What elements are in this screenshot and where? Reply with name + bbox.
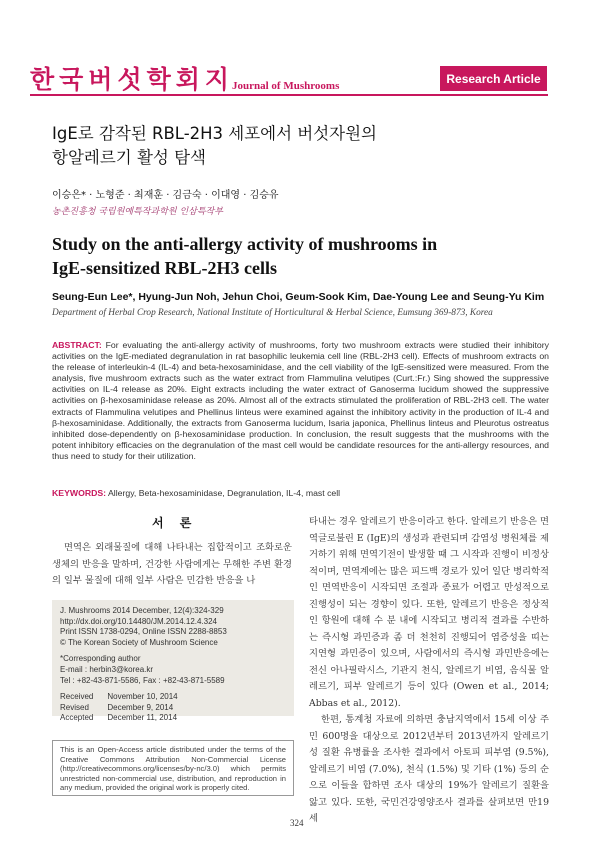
page-number: 324 [290, 818, 304, 828]
keywords-label: KEYWORDS: [52, 488, 107, 498]
date-value: December 9, 2014 [107, 702, 174, 712]
open-access-notice: This is an Open-Access article distributed under the terms of the Creative Commons Attribution Non-Commercial License (http://creativecommons.org/licenses/by-nc/3.0) which permits unrestricted non-commercial use, distribution, and reproduction in any medium, provided the original work is properly cited. [52, 740, 294, 796]
article-type-label: Research Article [446, 71, 541, 86]
citation: J. Mushrooms 2014 December, 12(4):324-329 [60, 606, 224, 615]
keywords-text: Allergy, Beta-hexosaminidase, Degranulation, IL-4, mast cell [108, 488, 341, 498]
title-korean-line2: 항알레르기 활성 탐색 [52, 148, 206, 167]
date-value: December 11, 2014 [107, 713, 178, 723]
abstract-label: ABSTRACT: [52, 340, 102, 350]
date-value: November 10, 2014 [107, 692, 178, 702]
affiliation-english: Department of Herbal Crop Research, National Institute of Horticultural & Herbal Science, Eumsung 369-873, Korea [52, 308, 493, 318]
date-label: Received [60, 692, 94, 702]
email[interactable]: E-mail : herbin3@korea.kr [60, 664, 154, 674]
title-english-line1: Study on the anti-allergy activity of mushrooms in [52, 234, 438, 254]
dates-table [60, 692, 192, 724]
article-info-box [52, 600, 294, 723]
date-label: Accepted [60, 713, 94, 723]
issn: Print ISSN 1738-0294, Online ISSN 2288-8853 [60, 627, 227, 637]
article-type-badge [440, 66, 547, 91]
doi-link[interactable]: http://dx.doi.org/10.14480/JM.2014.12.4.324 [60, 616, 218, 626]
affiliation-korean: 농촌진흥청 국립원예특작과학원 인삼특작부 [52, 207, 223, 217]
authors-english: Seung-Eun Lee*, Hyung-Jun Noh, Jehun Choi, Geum-Sook Kim, Dae-Young Lee and Seung-Yu Kim [52, 291, 545, 303]
abstract-text: For evaluating the anti-allergy activity of mushrooms, forty two mushroom extracts were studied their inhibitory activities on the IgE-mediated degranulation in rat basophilic leukemia cell line (RBL-2H3 cell). Effects of mushroom extracts on the release of interleukin-4 (IL-4) and beta-hexosaminidase, and the cell viability of the IgE-sensitized were measured. From the analysis, five mushroom extracts such as the water extract from Flammulina velutipes (Curt.:Fr.) Sing showed the suppressive activities on IL-4 release as 20%. Eight extracts including the water extract of Ganoserma lucidum showed the suppressive activities on β-hexosaminidase release as 20%. Almost all of the extracts stimulated the proliferation of RBL-2H3 cell. The water extracts of Flammulina velutipes and Phellinus linteus were examined against the inhibitory activity in the production of IL-4 and β-hexosaminidase. Additionally, the extracts from Ganoserma lucidum, Isaria japonica, Phellinus linteus and Pleurotus ostreatus inhibited dose-dependently on β-hexosaminidase production. In conclusion, the result suggests that the mushrooms with the potent inhibitory efficacies on the degranulation of the mast cell would be candidate resources for the anti-allergy resources, and thus need to study for their utilization. [52, 340, 549, 461]
right-paragraph-1: 타내는 경우 알레르기 반응이라고 한다. 알레르기 반응은 면역글로불린 E (IgE)의 생성과 관련되며 감염성 병원체를 제거하기 위해 면역기전이 발생할 때 그 시작과 진행이 비정상적이며, 면역계에는 많은 피드백 경로가 있어 일단 병리학적인 면역반응이 시작되면 조절과 종료가 어렵고 만성적으로 진행성이 되는 경향이 있다. 또한, 알레르기 반응은 정상적인 항원에 대해 수 분 내에 시작되고 병리적 결과를 수반하는 즉시형 과민증과 좀 더 천천히 진행되어 염증성을 띠는 지연형 과민증이 있으며, 사람에서의 즉시형 과민반응에는 전신 아나필락시스, 기관지 천식, 알레르기 비염, 음식물 알레르기, 피부 알레르기 등이 있다 (Owen et al., 2014; Abbas et al., 2012). [309, 516, 549, 709]
title-english [52, 232, 492, 280]
title-korean-line1: IgE로 감작된 RBL-2H3 세포에서 버섯자원의 [52, 124, 377, 143]
abstract [52, 340, 549, 462]
date-row-received [60, 692, 192, 703]
left-paragraph: 면역은 외래물질에 대해 나타내는 집합적이고 조화로운 생체의 반응을 말하며, 건강한 사람에게는 무해한 주변 환경의 일부 물질에 대해 일부 사람은 민감한 반응을 나 [52, 542, 292, 586]
title-korean [52, 122, 472, 170]
authors-korean: 이승은* · 노형준 · 최재훈 · 김금숙 · 이대영 · 김승유 [52, 190, 279, 201]
title-english-line2: IgE-sensitized RBL-2H3 cells [52, 258, 277, 278]
left-column-text [52, 540, 292, 590]
right-column-text [309, 514, 549, 828]
header-divider [30, 94, 548, 96]
keywords [52, 488, 549, 498]
date-row-accepted [60, 713, 192, 724]
date-label: Revised [60, 702, 89, 712]
journal-title-korean: 한국버섯학회지 [30, 65, 235, 94]
section-heading-introduction: 서 론 [152, 516, 198, 530]
copyright: © The Korean Society of Mushroom Science [60, 637, 218, 647]
journal-title-english: Journal of Mushrooms [232, 80, 340, 92]
corresponding-author: *Corresponding author [60, 654, 141, 664]
phone-fax: Tel : +82-43-871-5586, Fax : +82-43-871-5589 [60, 675, 225, 685]
date-row-revised [60, 703, 192, 714]
right-paragraph-2: 한편, 통계청 자료에 의하면 충남지역에서 15세 이상 주민 600명을 대상으로 2012년부터 2013년까지 알레르기성 질환 유병률을 조사한 결과에서 아토피 피부염 (9.5%), 알레르기 비염 (7.0%), 천식 (1.5%) 및 기타 (1%) 등의 순으로 이들을 합하면 조사 대상의 19%가 알레르기 질환을 앓고 있다. 또한, 국민건강영양조사 결과를 살펴보면 만19세 [309, 714, 549, 824]
